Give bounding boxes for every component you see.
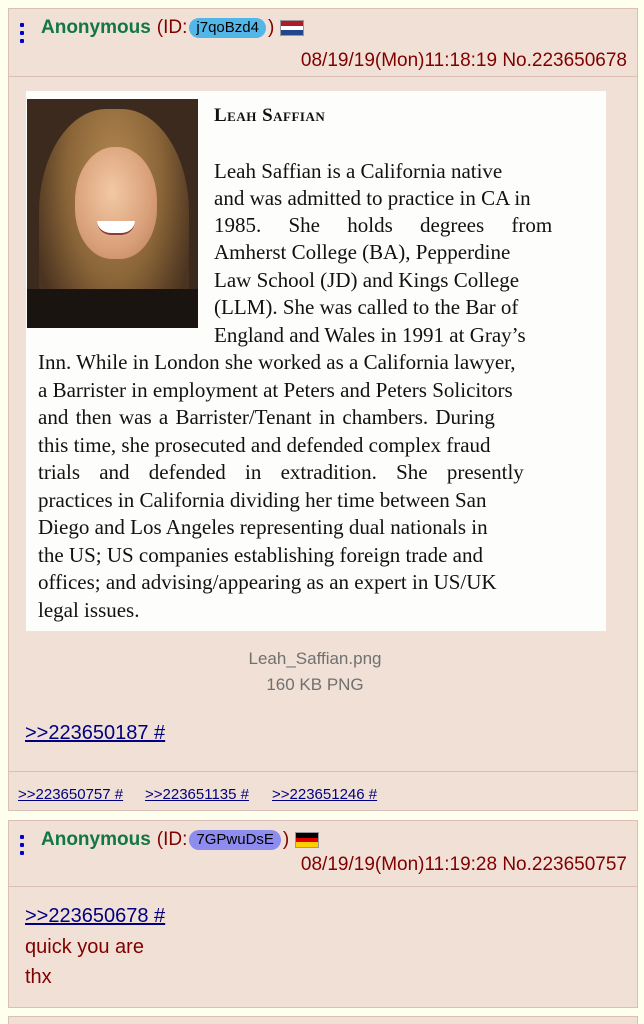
- file-size: 160 KB PNG: [266, 675, 364, 694]
- id-suffix: ): [282, 829, 290, 850]
- bio-line: England and Wales in 1991 at Gray’s: [214, 323, 526, 347]
- bio-line: legal issues.: [38, 598, 140, 622]
- post-number[interactable]: No.223650678: [502, 50, 627, 71]
- quote-link[interactable]: >>223650187 #: [25, 722, 166, 744]
- post-header: [9, 9, 637, 77]
- backlink[interactable]: >>223651246 #: [272, 786, 378, 803]
- bio-line: Leah Saffian is a California native: [214, 159, 503, 183]
- bio-line: practices in California dividing her time between San: [38, 488, 487, 512]
- post-meta: [301, 50, 627, 72]
- post-header: [9, 821, 637, 887]
- portrait-photo: [27, 99, 198, 328]
- post-menu-icon[interactable]: [20, 835, 24, 855]
- poster-name: Anonymous: [41, 17, 151, 38]
- netherlands-flag-icon: [280, 20, 304, 36]
- poster-id-badge[interactable]: j7qoBzd4: [189, 18, 266, 38]
- poster-info: [41, 17, 304, 39]
- bio-line: and then was a Barrister/Tenant in chambers. During: [38, 405, 495, 429]
- bio-line: this time, she prosecuted and defended complex fraud: [38, 433, 491, 457]
- poster-id-badge[interactable]: 7GPwuDsE: [189, 830, 281, 850]
- post-223650678: [8, 8, 638, 811]
- post-text-line: thx: [25, 966, 52, 988]
- backlink[interactable]: >>223650757 #: [18, 786, 124, 803]
- post-menu-icon[interactable]: [20, 23, 24, 43]
- bio-line: 1985. She holds degrees from: [214, 213, 553, 237]
- id-prefix: (ID:: [156, 829, 188, 850]
- bio-line: Inn. While in London she worked as a California lawyer,: [38, 350, 516, 374]
- bio-heading: Leah Saffian: [214, 105, 326, 126]
- bio-line: trials and defended in extradition. She presently: [38, 460, 524, 484]
- bio-line: Law School (JD) and Kings College: [214, 268, 520, 292]
- poster-name: Anonymous: [41, 829, 151, 850]
- bio-line: offices; and advising/appearing as an expert in US/UK: [38, 570, 497, 594]
- bio-line: Diego and Los Angeles representing dual nationals in: [38, 515, 488, 539]
- bio-line: (LLM). She was called to the Bar of: [214, 295, 519, 319]
- id-prefix: (ID:: [156, 17, 188, 38]
- bio-line: the US; US companies establishing foreign trade and: [38, 543, 483, 567]
- backlink[interactable]: >>223651135 #: [145, 786, 249, 803]
- poster-info: [41, 829, 319, 851]
- post-number[interactable]: No.223650757: [502, 854, 627, 875]
- post-text-line: quick you are: [25, 936, 144, 958]
- backlinks-bar: [9, 771, 637, 811]
- attached-image[interactable]: [26, 91, 606, 631]
- next-post-edge: [8, 1016, 638, 1024]
- bio-line: a Barrister in employment at Peters and Peters Solicitors: [38, 378, 513, 402]
- bio-line: and was admitted to practice in CA in: [214, 186, 531, 210]
- post-datetime: 08/19/19(Mon)11:19:28: [300, 854, 498, 875]
- post-meta: [301, 854, 627, 876]
- id-suffix: ): [267, 17, 275, 38]
- quote-link[interactable]: >>223650678 #: [25, 905, 166, 927]
- post-223650757: [8, 820, 638, 1008]
- post-datetime: 08/19/19(Mon)11:18:19: [300, 50, 498, 71]
- germany-flag-icon: [295, 832, 319, 848]
- file-name[interactable]: Leah_Saffian.png: [248, 649, 382, 668]
- bio-line: Amherst College (BA), Pepperdine: [214, 240, 511, 264]
